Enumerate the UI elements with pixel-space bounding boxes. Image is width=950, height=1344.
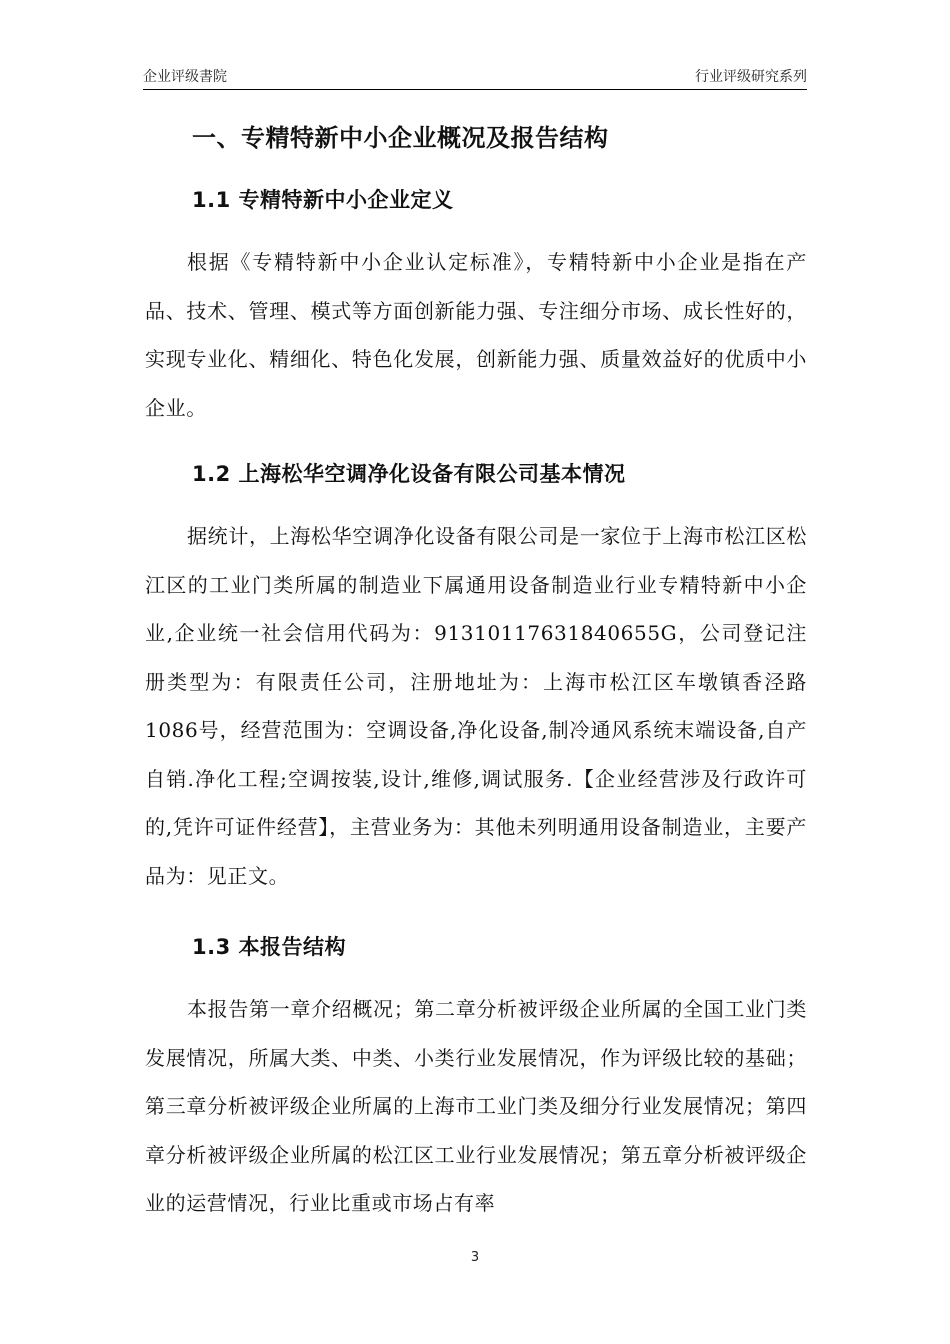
section-paragraph-1-1: 根据《专精特新中小企业认定标准》，专精特新中小企业是指在产品、技术、管理、模式等方面创新能力强、专注细分市场、成长性好的，实现专业化、精细化、特色化发展，创新能力强、质量效益好的优质中小企业。: [145, 250, 807, 420]
section-paragraph-1-3: 本报告第一章介绍概况；第二章分析被评级企业所属的全国工业门类发展情况，所属大类、中类、小类行业发展情况，作为评级比较的基础；第三章分析被评级企业所属的上海市工业门类及细分行业发展情况；第四章分析被评级企业所属的松江区工业行业发展情况；第五章分析被评级企业的运营情况，行业比重或市场占有率: [145, 997, 807, 1215]
section-title-1-2: 1.2 上海松华空调净化设备有限公司基本情况: [192, 462, 626, 486]
section-paragraph-1-2: 据统计，上海松华空调净化设备有限公司是一家位于上海市松江区松江区的工业门类所属的制造业下属通用设备制造业行业专精特新中小企业,企业统一社会信用代码为：91310117631840655G，公司登记注册类型为：有限责任公司，注册地址为：上海市松江区车墩镇香泾路1086号，经营范围为：空调设备,净化设备,制冷通风系统末端设备,自产自销.净化工程;空调按装,设计,维修,调试服务.【企业经营涉及行政许可的,凭许可证件经营】，主营业务为：其他未列明通用设备制造业，主要产品为：见正文。: [145, 524, 807, 888]
header-publisher: 企业评级書院: [143, 69, 227, 85]
page-header: [143, 66, 807, 88]
header-series: 行业评级研究系列: [695, 69, 807, 85]
section-title-1-1: 1.1 专精特新中小企业定义: [192, 188, 454, 212]
chapter-title: 一、专精特新中小企业概况及报告结构: [192, 124, 609, 152]
page-number: 3: [470, 1250, 480, 1265]
section-title-1-3: 1.3 本报告结构: [192, 935, 347, 959]
header-divider: [143, 89, 807, 90]
